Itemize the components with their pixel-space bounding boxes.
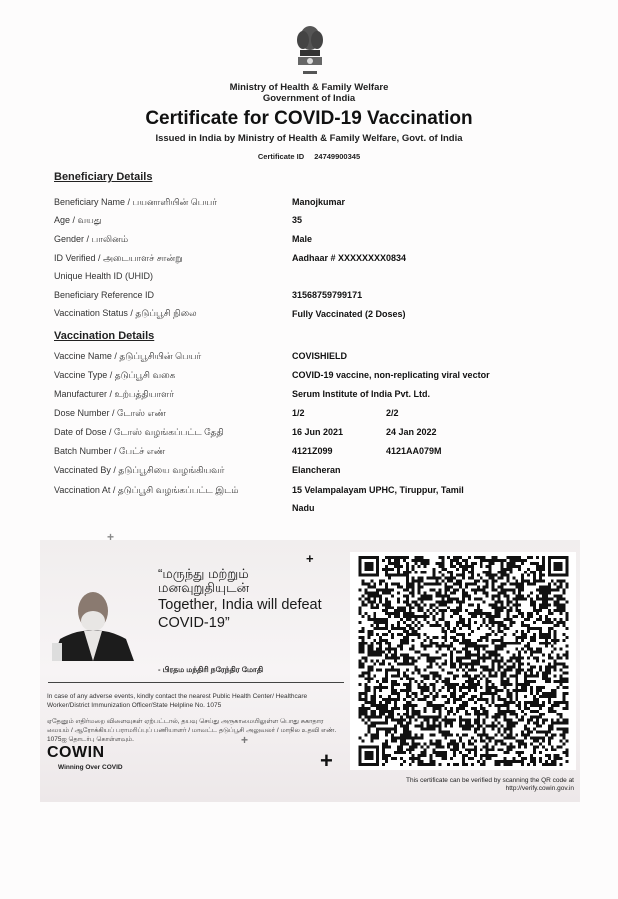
beneficiary-name-value: Manojkumar [292, 197, 346, 207]
vaccination-at-label: Vaccination At / தடுப்பூசி வழங்கப்பட்ட இடம் [54, 485, 239, 495]
qr-note-line-1: This certificate can be verified by scanning the QR code at [405, 777, 574, 784]
dose-date-2: 24 Jan 2022 [386, 427, 437, 437]
vaccination-at-value-cont: Nadu [292, 503, 315, 513]
vaccine-name-label: Vaccine Name / தடுப்பூசியின் பெயர் [54, 351, 202, 361]
batch-number-1: 4121Z099 [292, 446, 333, 456]
adverse-events-tamil: ஏதேனும் எதிர்மறை விளைவுகள் ஏற்பட்டால், தயவு செய்து அருகாமையிலுள்ள பொது சுகாதார மையம் / ஆரோக்கியப் பராமரிப்புப் பணியாளர் / மாவட்ட தடுப்பூசி அலுவலர் / மாநில உதவி எண். 1075ஐ தொடர்பு கொள்ளவும். [47, 718, 337, 743]
issued-by: Issued in India by Ministry of Health & Family Welfare, Govt. of India [155, 133, 463, 144]
plus-mark: + [241, 733, 249, 747]
dose-date-1: 16 Jun 2021 [292, 427, 344, 437]
age-label: Age / வயது [54, 215, 102, 225]
vaccinated-by-label: Vaccinated By / தடுப்பூசியை வழங்கியவர் [54, 465, 225, 475]
vaccine-type-label: Vaccine Type / தடுப்பூசி வகை [54, 370, 176, 380]
vaccinated-by-value: Elancheran [292, 465, 341, 475]
plus-mark: + [320, 748, 333, 773]
vaccination-details-heading: Vaccination Details [54, 330, 155, 342]
beneficiary-name-label: Beneficiary Name / பயனாளியின் பெயர் [54, 197, 217, 207]
certificate-id-row [0, 152, 618, 161]
reference-id-value: 31568759799171 [292, 290, 363, 300]
id-verified-label: ID Verified / அடையாளச் சான்று [54, 253, 183, 263]
uhid-label: Unique Health ID (UHID) [54, 271, 154, 281]
quote-tamil [158, 567, 249, 595]
national-emblem-icon [289, 24, 331, 80]
cowin-tagline: Winning Over COVID [58, 764, 123, 771]
certificate-id-label: Certificate ID [257, 152, 305, 161]
dose-number-2: 2/2 [386, 408, 399, 418]
certificate-id-value: 24749900345 [314, 152, 361, 161]
government-name: Government of India [262, 93, 356, 104]
plus-mark: + [107, 530, 115, 544]
quote-tamil-line-2: மனவுறுதியுடன் [158, 580, 250, 595]
vaccination-status-value: Fully Vaccinated (2 Doses) [292, 309, 406, 319]
qr-code-icon[interactable] [356, 556, 571, 766]
quote-attribution: - பிரதம மந்திரி நரேந்திர மோதி [158, 665, 264, 674]
dose-number-label: Dose Number / டோஸ் எண் [54, 408, 166, 418]
gender-value: Male [292, 234, 313, 244]
vaccine-name-value: COVISHIELD [292, 351, 348, 361]
adverse-events-english: In case of any adverse events, kindly contact the nearest Public Health Center/ Healthcare Worker/District Immunization Officer/State Helpline No. 1075 [47, 693, 308, 709]
gender-label: Gender / பாலினம் [54, 234, 129, 244]
vaccine-type-value: COVID-19 vaccine, non-replicating viral vector [292, 370, 490, 380]
ministry-name: Ministry of Health & Family Welfare [229, 82, 389, 93]
pm-photo [48, 587, 138, 661]
batch-number-label: Batch Number / பேட்ச் எண் [54, 446, 166, 456]
id-verified-value: Aadhaar # XXXXXXXX0834 [292, 253, 407, 263]
beneficiary-details-heading: Beneficiary Details [54, 171, 153, 183]
cowin-logo: COWIN [47, 744, 105, 761]
quote-tamil-line-1: “மருந்து மற்றும் [158, 566, 249, 581]
vaccination-status-label: Vaccination Status / தடுப்பூசி நிலை [54, 308, 197, 318]
qr-verify-note [352, 777, 574, 793]
vaccination-at-value: 15 Velampalayam UPHC, Tiruppur, Tamil [292, 485, 464, 495]
reference-id-label: Beneficiary Reference ID [54, 290, 155, 300]
qr-modules [359, 556, 569, 766]
age-value: 35 [292, 215, 303, 225]
certificate-title: Certificate for COVID-19 Vaccination [145, 108, 473, 129]
batch-number-2: 4121AA079M [386, 446, 442, 456]
dose-number-1: 1/2 [292, 408, 305, 418]
quote-english: Together, India will defeat COVID-19” [158, 597, 322, 631]
dose-date-label: Date of Dose / டோஸ் வழங்கப்பட்ட தேதி [54, 427, 224, 437]
manufacturer-label: Manufacturer / உற்பத்தியாளர் [54, 389, 174, 399]
plus-mark: + [306, 551, 314, 566]
banner-divider [48, 682, 344, 683]
manufacturer-value: Serum Institute of India Pvt. Ltd. [292, 389, 431, 399]
qr-verify-url[interactable]: http://verify.cowin.gov.in [505, 785, 574, 792]
